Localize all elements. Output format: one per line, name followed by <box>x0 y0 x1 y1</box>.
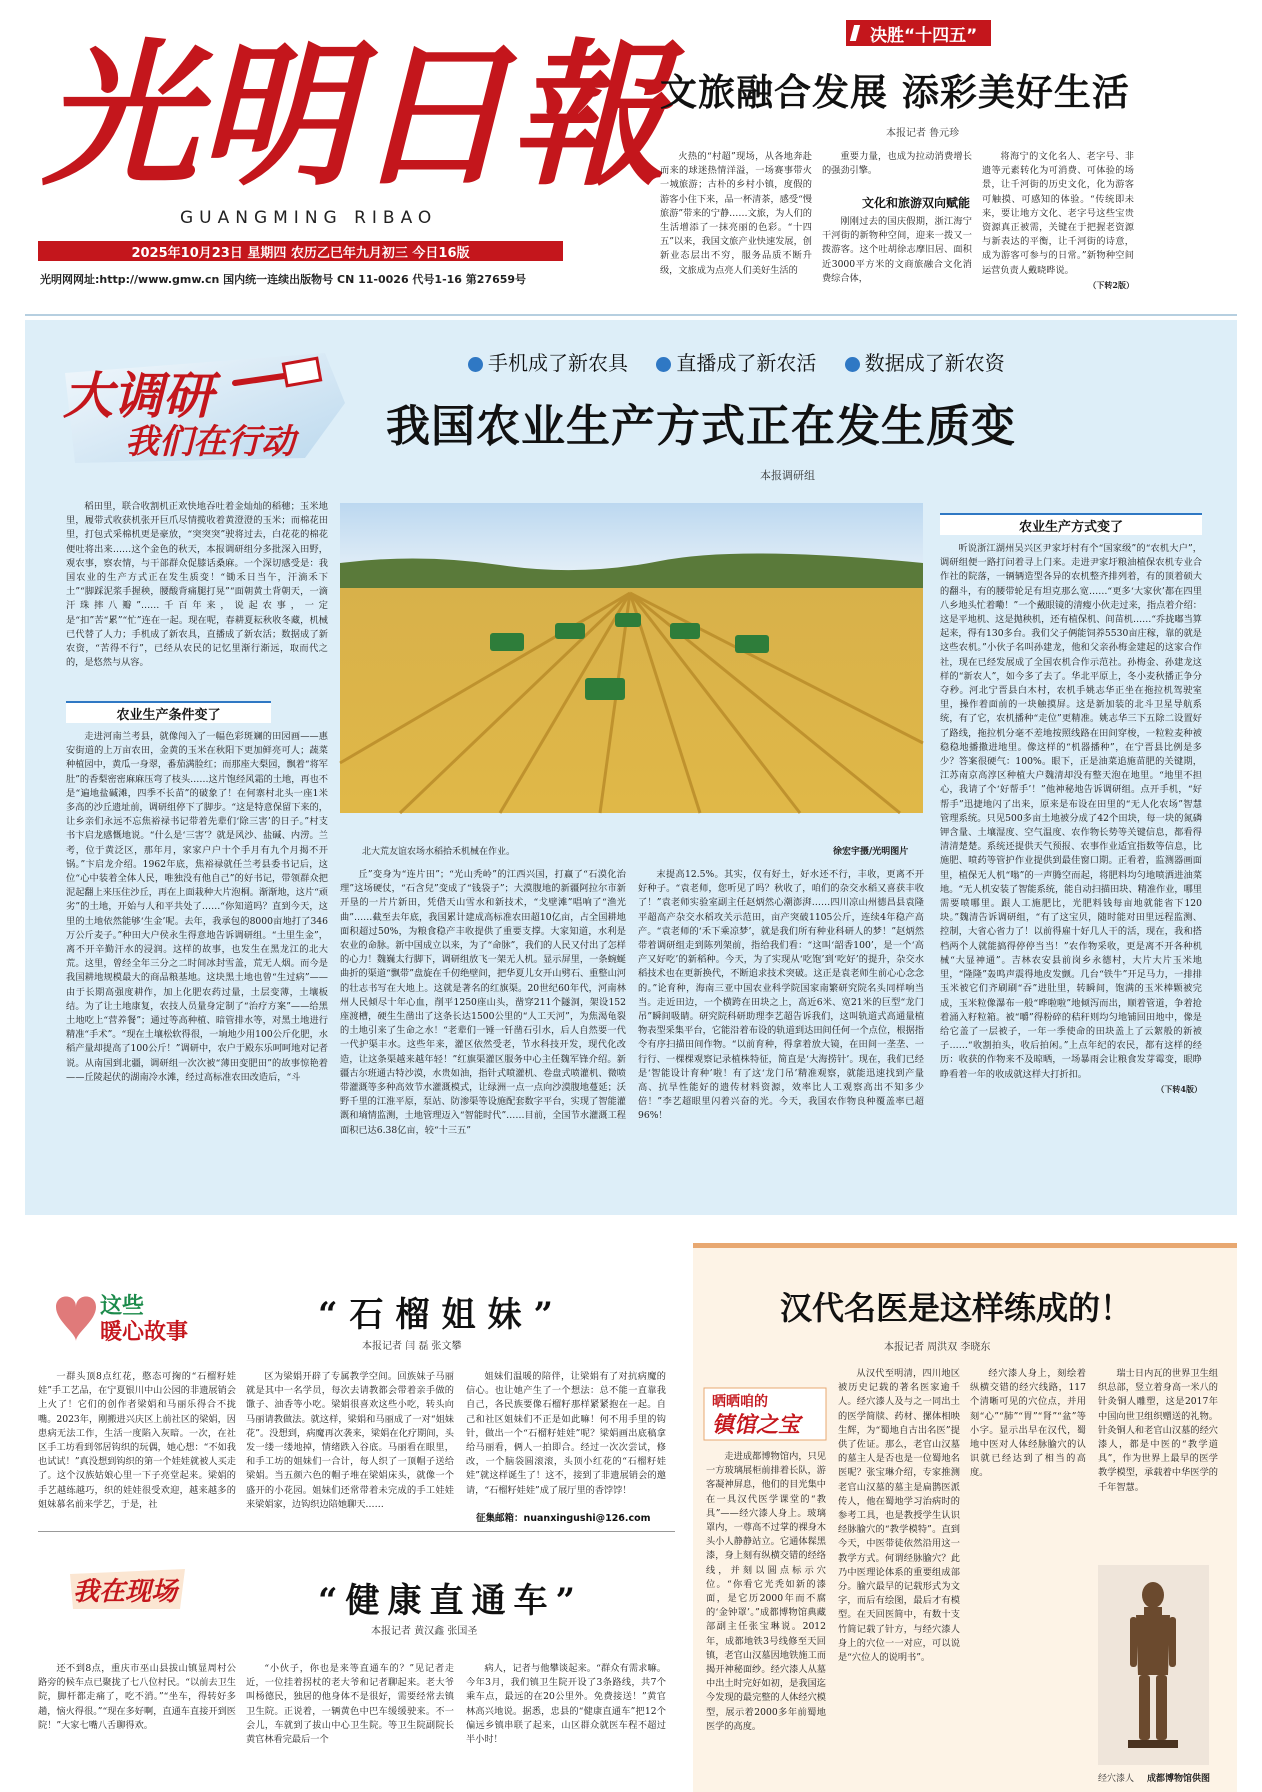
top-story-col3: 将海宁的文化名人、老字号、非遗等元素转化为可消费、可体验的场景，让千河街的历史文化，化为游客可触摸、可感知的体验。“传统即未来，要让地方文化、老字号这些宝贵资源真正被需，关键在于把握老资源与新表达的平衡，让千河街的诗意，成为游客可参与的日常。”新物种空间运营负责人戴晓晔说。 （下转2版） <box>982 150 1134 286</box>
story2-logo <box>65 1564 190 1614</box>
story2-logo-text: 我在现场 <box>73 1577 178 1607</box>
top-story-col2: 重要力量，也成为拉动消费增长的强劲引擎。 <box>822 151 972 177</box>
right-col1: 从汉代至明清，四川地区被历史记载的著名医家逾千人。经穴漆人及与之一同出土的医学简牍、药材、摞体相映生辉，为“蜀地自古出名医”提供了佐证。那么，老官山汉墓的墓主人是否也是一位蜀地名医呢？张宝琳介绍，专家推测老官山汉墓的墓主是扁鹊医派传人，他在蜀地学习治病时的参考工具，也是教授学生认识经脉腧穴的“教学模特”。直到今天，中医带徒依然沿用这一教学方式。何谓经脉腧穴？此乃中医理论体系的重要组成部分。腧穴最早的记载形式为文字，而后有绘图，最后才有模型。在天回医简中，有数十支竹简记载了针方，与经穴漆人身上的穴位一一对应，可以说是“穴位人的说明书”。 <box>838 1368 960 1664</box>
top-story-more: （下转2版） <box>1088 279 1134 290</box>
feature-col3: 末提高12.5%。其实，仅有好土，好水还不行，丰收，更离不开好种子。“袁老师，您听见了吗？秋收了，咱们的杂交水稻又喜获丰收了！”袁老师实验室副主任赵炳然心潮澎湃……四川凉山州德昌县袁隆平超高产杂交水稻攻关示范田，亩产突破1105公斤，连续4年稳产高产。“袁老师的‘禾下乘凉梦’，就是我们所有种业科研人的梦！”赵炳然带着调研组走到陈列架前，指给我们看：“这叫‘韶香100’，是一个‘高产又好吃’的新稻种。今天，为了实现从‘吃饱’到‘吃好’的提升，杂交水稻技术也在更新换代，不断追求技术突破。这正是袁老师生前心心念念的。”论育种，海南三亚中国农业科学院国家南繁研究院名头同样响当当。走近田边，一个横跨在田块之上，高近6米、宽21米的巨型“龙门吊”瞬间吸睛。研究院科研助理李艺超告诉我们，这叫轨道式高通量植物表型采集平台，它能沿着布设的轨道到达田间任何一个点位，根据指令有序扫描田间作物。“以前育种，得拿着放大镜，在田间一垄垄、一行行、一棵棵观察记录植株特征，简直是‘大海捞针’。现在，我们已经是‘智能设计育种’啦！有了这‘龙门吊’精准观察，就能迅速找到产量高、抗旱性能好的遗传材料资源，效率比人工观察高出不知多少倍！”李艺超眼里闪着兴奋的光。今天，我国农作物良种覆盖率已超96%！ <box>638 869 924 1122</box>
feature-bullet: 数据成了新农资 <box>864 351 1005 375</box>
top-byline: 本报记者 鲁元珍 <box>886 128 960 139</box>
top-story-col1: 火热的“村超”现场，从各地奔赴而来的球迷热情洋溢，一场赛事带火一城旅游；古朴的乡村小镇，度假的游客小住下来，品一杯清茶，感受“慢旅游”带来的宁静……文旅，为人们的生活增添了一抹亮丽的色彩。“十四五”以来，我国文旅产业快速发展，创新业态层出不穷，服务品质不断升级，文旅成为点亮人们美好生活的 <box>660 151 812 276</box>
masthead-logo-text: 光明日報 <box>42 24 666 207</box>
story1-col1: 一群头顶8点红花，憨态可掬的“石榴籽娃娃”手工艺品，在宁夏银川中山公园的非遗展销会上火了！它们的创作者梁娟和马丽乐得合不拢嘴。2023年，刚搬进兴庆区上前社区的梁娟，因患病无法工作，生活一度陷入灰暗。一次，在社区手工坊看到邻居钩织的玩偶，她心想：“不如我也试试！”真没想到钩织的第一个娃娃就被人买走了。这个汉族姑娘心里一下子亮堂起来。梁娟的手艺越练越巧，织的娃娃很受欢迎，越来越多的姐妹慕名前来学艺，于是，社 <box>38 1371 236 1510</box>
story1-title: “石榴姐妹” <box>318 1295 566 1335</box>
bullet-dot-icon <box>468 357 483 372</box>
column-tag: 决胜“十四五” <box>846 20 991 46</box>
story1-byline: 本报记者 闫 磊 张文攀 <box>362 1341 462 1352</box>
date-bar: 2025年10月23日 星期四 农历乙巳年九月初三 今日16版 <box>38 241 563 261</box>
section-divider <box>38 1531 675 1532</box>
feature-title: 我国农业生产方式正在发生质变 <box>386 401 1016 452</box>
photo-credit: 徐宏宇摄/光明图片 <box>833 847 909 857</box>
feature-subhead-right: 农业生产方式变了 <box>940 513 1202 535</box>
story1-logo-line1: 这些 <box>100 1294 145 1319</box>
masthead-pinyin: GUANGMING RIBAO <box>180 208 438 228</box>
feature-subhead-left: 农业生产条件变了 <box>66 701 271 723</box>
right-col3: 瑞士日内瓦的世界卫生组织总部，竖立着身高一米八的针灸铜人雕塑，这是2017年中国向世卫组织赠送的礼物。针灸铜人和老官山汉墓的经穴漆人，都是中医的“教学道具”，作为世界上最早的医学教学模型，承载着中华医学的千年智慧。 <box>1098 1368 1218 1493</box>
photo-caption: 北大荒友谊农场水稻拾禾机械在作业。 <box>362 847 516 857</box>
bullet-dot-icon <box>845 357 860 372</box>
feature-logo-line2: 我们在行动 <box>125 422 295 462</box>
story2-col2: “小伙子，你也是来等直通车的？”见记者走近，一位挂着拐杖的老大爷和记者聊起来。老大爷叫杨德民，独居的他身体不是很好，需要经常去镇卫生院。正说着，一辆黄色中巴车缓缓驶来。不一会儿，车就到了拔山中心卫生院。等卫生院副院长黄官林看完最后一个 <box>246 1663 454 1746</box>
right-story-badge <box>702 1384 828 1442</box>
story1-col2: 区为梁娟开辟了专属教学空间。回族妹子马丽就是其中一名学员，每次去请教都会带着亲手做的馓子、油香等小吃。梁娟很喜欢这些小吃，转头向马丽请教做法。就这样，梁娟和马丽成了一对“姐妹花”。没想到，病魔再次袭来，梁娟在化疗期间，头发一缕一缕地掉，情绪跌入谷底。马丽看在眼里，和手工坊的姐妹们一合计，每人织了一顶帽子送给梁娟。当五颜六色的帽子堆在梁娟床头，就像一个盛开的小花园。姐妹们还常带着未完成的手工娃娃来梁娟家，边钩织边陪她聊天…… <box>246 1371 454 1510</box>
feature-bullet: 直播成了新农活 <box>676 351 817 375</box>
feature-bullets <box>468 347 1005 376</box>
feature-byline: 本报调研组 <box>760 469 815 482</box>
feature-col2: 丘”变身为“连片田”；“光山秃岭”的江西兴国，打赢了“石漠化治理”这场硬仗，“石含兒”变成了“钱袋子”；大漠腹地的新疆阿拉尔市新开垦的一片片新田，凭借天山雪水和新技术，“戈壁滩”唱响了“渔光曲”……截至去年底，我国累计建成高标准农田超10亿亩，占全国耕地面积超过50%，为粮食稳产丰收提供了重要支撑。大家知道，水利是农业的命脉。新中国成立以来，为了“命脉”，我们的人民又付出了怎样的心力！魏巍太行脚下，调研组放飞一架无人机。显示屏里，一条蜿蜒曲折的渠道“飘带”盘旋在千仞绝壁间，把华夏儿女开山劈石、重整山河的壮志书写在大地上。这就是著名的红旗渠。20世纪60年代，河南林州人民倾尽十年心血，削平1250座山头，凿穿211个隧洞，架设152座渡槽，硬生生凿出了这条长达1500公里的“人工天河”，为焦渴龟裂的土地引来了生命之水！“老辈们一锤一钎凿石引水，后人自然要一代一代护渠丰水。这些年来，灌区依然受老，节水科技开发，现代化改造，让这条渠越来越年轻！”红旗渠灌区服务中心主任魏军锋介绍。新疆古尔班通古特沙漠，水贵如油，指针式喷灌机、卷盘式喷灌机、微喷带灌溉等多种高效节水灌溉模式，让绿洲一点一点向沙漠腹地蔓延；沃野千里的江淮平原，泵站、防渗渠等设施配套数字平台，实现了智能灌溉和墒情监测，土地管理迈入“智能时代”……目前，全国节水灌溉工程面积已达6.38亿亩，较“十三五” <box>340 869 626 1136</box>
top-headline: 文旅融合发展 添彩美好生活 <box>660 70 1130 114</box>
feature-col1b: 走进河南兰考县，就像闯入了一幅色彩斑斓的田园画——惠安街道的上万亩农田，金黄的玉米在秋阳下更加鲜亮可人；蔬菜种植园中，黄瓜一身翠，番茄满脸红；而那座大梨园，飘着“将军肚”的香梨密密麻麻压弯了枝头……这片饱经风霜的土地，再也不是“遍地盐碱滩，四季不长苗”的破象了！在何寨村北头一座1米多高的沙丘遗址前，调研组停下了脚步。“这是特意保留下来的，让乡亲们永远不忘焦裕禄书记带着先辈们‘除三害’的日子。”村支书卞启龙感慨地说。“什么是‘三害’？就是风沙、盐碱、内涝。兰考，位于黄泛区，那年月，家家户户十个手月有九个月揭不开锅。”卞启龙介绍。1962年底，焦裕禄就任兰考县委书记后，这位“心中装着全体人民，唯独没有他自己”的好书记，带领群众把泥起翻上来压住沙丘，再在上面栽种大片泡桐。渐渐地，这片“顽劣”的土地，开始与人和平共处了……“你知道吗？直到今天，这里的土地依然能够‘生金’呢。去年，我承包的8000亩地打了346万公斤麦子。”种田大户侯永生得意地告诉调研组。“土里生金”，离不开辛勤汗水的浸润。这样的故事，也发生在黑龙江的北大荒。这里，曾经全年三分之二时间冰封雪盖，荒无人烟。而今是我国耕地规模最大的商品粮基地。这块黑土地也曾“生过病”——由于长期高强度耕作，加上化肥农药过量，土层变薄，土壤板结。为了让土地康复，农技人员量身定制了“治疗方案”——给黑土地吃上“营养餐”；通过等高种植、暗管排水等，对黑土地进行精准“手术”。“现在土壤松软得很，一垧地少用100公斤化肥，水稻产量却提高了100公斤！”调研中，农户于殿东乐呵呵地对记者说。从南国到北疆，调研组一次次被“薄田变肥田”的故事惊艳着——丘陵起伏的湖南冷水滩，经过高标准农田改造后，“斗 <box>66 731 328 1083</box>
bullet-dot-icon <box>656 357 671 372</box>
feature-more: （下转4版） <box>1156 1083 1202 1094</box>
story1-email: 征集邮箱：nuanxingushi@126.com <box>476 1513 651 1524</box>
right-story-title: 汉代名医是这样练成的！ <box>780 1289 1133 1327</box>
right-col2: 经穴漆人身上，刻绘着纵横交错的经穴线路，117个清晰可见的穴位点，并用刻“心”“肺”“胃”“肾”“盆”等小字。显示出早在汉代，蜀地中医对人体经脉腧穴的认识就已经达到了相当的高度。 <box>970 1368 1086 1479</box>
right-story-byline: 本报记者 周洪双 李晓东 <box>884 1342 991 1353</box>
feature-topline <box>25 314 1237 316</box>
masthead-logo <box>40 20 666 207</box>
story2-title: “健康直通车” <box>318 1581 584 1621</box>
site-line: 光明网网址:http://www.gmw.cn 国内统一连续出版物号 CN 11-0026 代号1-16 第27659号 <box>40 273 527 286</box>
story1-logo <box>38 1285 218 1347</box>
artifact-photo <box>1098 1565 1209 1765</box>
feature-col1a: 稻田里，联合收割机正欢快地吞吐着金灿灿的稻穗；玉米地里，履带式收获机张开巨爪尽情揽收着黄澄澄的玉米；而棉花田里，打包式采棉机更是豪放，“突突突”驶将过去，白花花的棉花便吐将出来……这个金色的秋天，本报调研组分多批深入田野，观农事，察农情，与干部群众促膝话桑麻。一个深切感受是：我国农业的生产方式正在发生质变！“锄禾日当午，汗滴禾下土”“脚踩泥浆手握秧，腰酸背痛腿打晃”“面朝黄土背朝天，一滴汗珠摔八瓣”……千百年来，说起农事，一定是“扣”苦“累”“忙”连在一起。现在呢，春耕夏耘秋收冬藏，机械已代替了人力；手机成了新农具，直播成了新农活；数据成了新农资，“苦得不行”，已经从农民的记忆里渐行渐远，取而代之的，是悠然与从容。 <box>66 501 328 669</box>
story1-col3: 姐妹们温暖的陪伴，让梁娟有了对抗病魔的信心。也让她产生了一个想法：总不能一直靠我自己，各民族要像石榴籽那样紧紧抱在一起。自己和社区姐妹们不正是如此嘛！何不用手里的钩针，做出一个“石榴籽娃娃”呢？梁娟画出底稿拿给马丽看，俩人一拍即合。经过一次次尝试，修改，一个脑袋圆滚滚，头顶小红花的“石榴籽娃娃”就这样诞生了！这不，接到了非遗展销会的邀请，“石榴籽娃娃”成了展厅里的香饽饽！ <box>466 1371 666 1496</box>
feature-photo <box>340 503 923 813</box>
story2-col1: 还不到8点，重庆市巫山县拔山镇显周村公路旁的候车点已聚拢了七八位村民。“以前去卫生院，脚杆都走痛了，吃不消。”“坐车，得转好多趟，恼火得很。”“现在多好啊，直通车直接开到医院！”大家七嘴八舌聊得欢。 <box>38 1663 236 1731</box>
top-story-col2b: 刚刚过去的国庆假期，浙江海宁干河街的新物种空间，迎来一拨又一拨游客。这个吐胡徐志摩旧居、面积近3000平方米的文商旅融合文化消费综合体， <box>822 216 972 284</box>
badge-line2: 镇馆之宝 <box>712 1413 801 1438</box>
feature-logo-line1: 大调研 <box>63 367 213 425</box>
heart-icon <box>56 1297 96 1342</box>
feature-col4: 听说浙江湖州吴兴区尹家圩村有个“国家级”的“农机大户”，调研组便一路打问着寻上门来。走进尹家圩粮油植保农机专业合作社的院落，一辆辆造型各异的农机整齐排列着，有的顶着硕大的翻斗，有的腰带轮足有坦克那么宽……“更多‘大家伙’都在四里八乡地头忙着嘞！”一个戴眼镜的清瘦小伙走过来，指点着介绍：这是平地机、这是抛秧机，还有植保机、间苗机……“乔拢嘟当算起来，得有130多台。我们父子俩能饲养5530亩庄稼，靠的就是这些农机。”小伙子名叫孙建龙，他和父亲孙梅金建起的这家合作社，现在已经发展成了全国农机合作示范社。孙梅金、孙建龙这样的“新农人”，如今多了去了。华北平原上，冬小麦秋播正争分夺秒。河北宁晋县白木村，农机手姚志华正坐在拖拉机驾驶室里，操作着面前的一块触摸屏。这是新加装的北斗卫星导航系统，有了它，农机播种“走位”更精准。姚志华三下五除二设置好了路线，拖拉机分毫不差地按照线路在田间穿梭，一粒粒麦种被稳稳地播撒进地里。像这样的“机器播种”，在宁晋县比例是多少？答案很硬气：100%。眼下，正是油菜追施苗肥的关键期，江苏南京高淳区种植大户魏清却没有整天泡在地里。“地里不担心，我请了个‘好帮手’！”他神秘地告诉调研组。点开手机，“好帮手”迅捷地闪了出来，原来是布设在田里的“无人化农场”智慧管理系统。只见500多亩土地被分成了42个田块，每一块的氮磷钾含量、土壤湿度、空气温度、农作物长势等关键信息，都看得清清楚楚。系统还提供天气预报、农事作业适宜指数等信息，比施肥、喷药等管护作业提供到最佳窗口期。正看着，监测器画面里，植保无人机“嗡”的一声腾空而起，将肥料均匀地喷洒进油菜地。“无人机安装了智能系统，能自动扫描田块、精准作业，哪里需要喷哪里。跟人工施肥比，光肥料钱每亩地就能省下120块。”魏清告诉调研组，“有了这宝贝，随时能对田里远程监测、控制，大省心省力了！以前得雇十好几人干的活，现在，我和搭档两个人就能搞得停停当当！”农作物采收，更是离不开各种机械“大显神通”。吉林农安县前岗乡永德村，大片大片玉米地里，“隆隆”轰鸣声震得地皮发颤。几台“铁牛”开足马力，一排排玉米被它们齐刷刷“吞”进肚里，转瞬间，饱满的玉米棒颗被完成，玉米粒像瀑布一般“哗啦啦”地倾泻而出，顺着管道，争着抢着涌入籽粒箱。被“嚼”得粉碎的秸秆则均匀地铺回田地中，像是给它盖了一层被子，一年一季使命的田块盖上了云絮般的新被子……“收割拍头，收后拍闲。”上点年纪的农民，都有这样的经历：收获的作物来不及晾晒，一场暴雨会让粮食发芽霉变，眼睁睁看着一年的收成就这样大打折扣。 （下转4版） <box>940 542 1202 1200</box>
artifact-caption: 经穴漆人 <box>1098 1774 1135 1784</box>
top-story-subhead: 文化和旅游双向赋能 <box>862 196 971 210</box>
story2-byline: 本报记者 黄汉鑫 张国圣 <box>371 1626 478 1637</box>
artifact-credit: 成都博物馆供图 <box>1147 1774 1211 1784</box>
story2-col3: 病人，记者与他攀谈起来。“群众有需求嘛。今年3月，我们镇卫生院开设了3条路线，共7个乘车点，最远的在20公里外。免费接送！”黄官林高兴地说。据悉，忠县的“健康直通车”把12个偏远乡镇串联了起来，山区群众就医车程不超过半小时！ <box>466 1663 666 1746</box>
right-col1-top: 走进成都博物馆内，只见一方玻璃展柜前排着长队，游客凝神屏息，他们的目光集中在一具汉代医学课堂的“教具”——经穴漆人身上。玻璃罩内，一尊高不过掌的裸身木头小人静静站立。它通体髹黑漆，身上刻有纵横交错的经络线，并刻以圆点标示穴位。“你看它光秃如新的漆面，是它历2000年而不腐的‘金钟罩’。”成都博物馆典藏部副主任张宝琳说。2012年，成都地铁3号线修至天回镇，老官山汉墓因地铁施工而揭开神秘面纱。经穴漆人从墓中出土时完好如初，是我国迄今发现的最完整的人体经穴模型，展示着2000多年前蜀地医学的高度。 <box>706 1451 826 1732</box>
feature-bullet: 手机成了新农具 <box>488 351 628 375</box>
badge-line1: 晒晒咱的 <box>712 1394 768 1410</box>
story1-logo-line2: 暖心故事 <box>100 1320 189 1345</box>
notebook-icon <box>283 358 320 386</box>
feature-logo <box>55 343 355 468</box>
